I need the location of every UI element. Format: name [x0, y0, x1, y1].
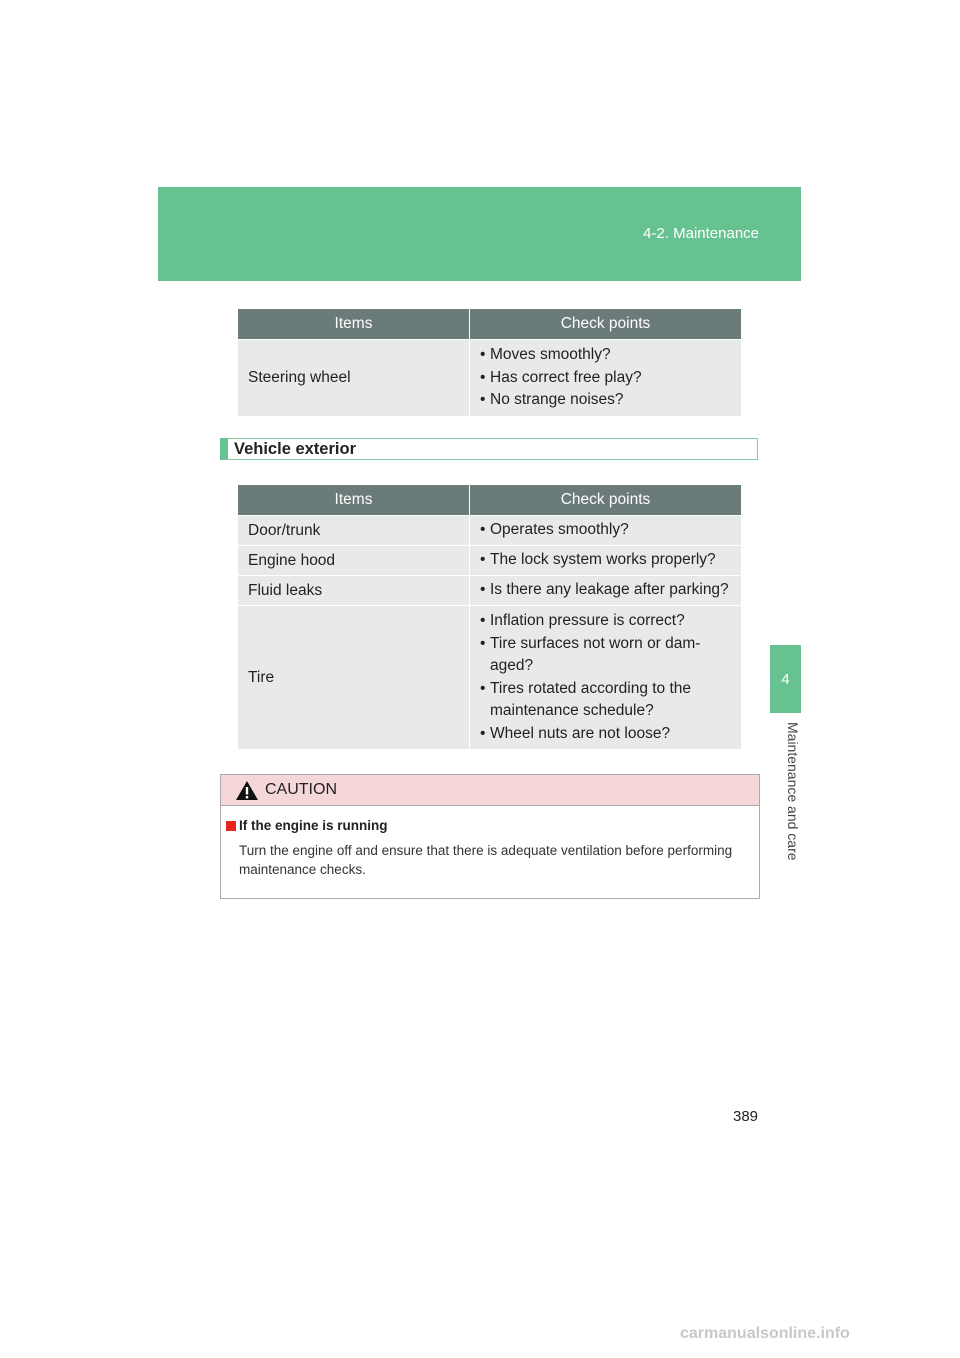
exterior-check-table [238, 485, 741, 749]
table-row [238, 546, 741, 576]
table-row [238, 576, 741, 606]
check-point: • No strange noises? [480, 389, 731, 412]
warning-triangle-icon [235, 780, 259, 801]
caution-title [226, 818, 759, 833]
caution-box [220, 774, 760, 899]
caution-text: Turn the engine off and ensure that there is adequate ventilation before performing maintenance checks. [239, 843, 733, 877]
section-reference: 4-2. Maintenance [643, 225, 759, 242]
check-points-cell [470, 340, 742, 416]
check-point: • Moves smoothly? [480, 344, 731, 367]
steering-check-table [238, 309, 741, 416]
table-row [238, 516, 741, 546]
item-cell: Fluid leaks [238, 576, 470, 606]
check-points-cell [470, 516, 742, 546]
check-points-cell [470, 546, 742, 576]
check-point: • Is there any leakage after parking? [480, 579, 731, 602]
check-point: • Tire surfaces not worn or dam-aged? [480, 633, 731, 678]
chapter-tab [770, 645, 801, 713]
check-points-cell [470, 606, 742, 750]
check-points-cell [470, 576, 742, 606]
column-header-items: Items [238, 485, 470, 516]
check-point: • Tires rotated according to the maintenance schedule? [480, 678, 731, 723]
check-point: • Wheel nuts are not loose? [480, 723, 731, 746]
header-band [158, 187, 801, 281]
caution-title-text: If the engine is running [239, 818, 388, 833]
check-point: • Has correct free play? [480, 367, 731, 390]
chapter-number: 4 [781, 670, 790, 688]
table-row [238, 606, 741, 750]
check-point: • Inflation pressure is correct? [480, 610, 731, 633]
column-header-check-points: Check points [470, 485, 742, 516]
table-row [238, 340, 741, 416]
page-number: 389 [733, 1108, 759, 1125]
red-square-icon [226, 821, 236, 831]
caution-header [221, 775, 759, 806]
chapter-label: Maintenance and care [785, 722, 801, 861]
item-cell: Engine hood [238, 546, 470, 576]
check-point: • Operates smoothly? [480, 519, 731, 542]
item-cell: Tire [238, 606, 470, 750]
column-header-check-points: Check points [470, 309, 742, 340]
item-cell: Door/trunk [238, 516, 470, 546]
column-header-items: Items [238, 309, 470, 340]
check-point: • The lock system works properly? [480, 549, 731, 572]
caution-label: CAUTION [265, 781, 337, 798]
item-cell: Steering wheel [238, 340, 470, 416]
watermark: carmanualsonline.info [680, 1325, 850, 1342]
section-heading: Vehicle exterior [220, 438, 758, 460]
